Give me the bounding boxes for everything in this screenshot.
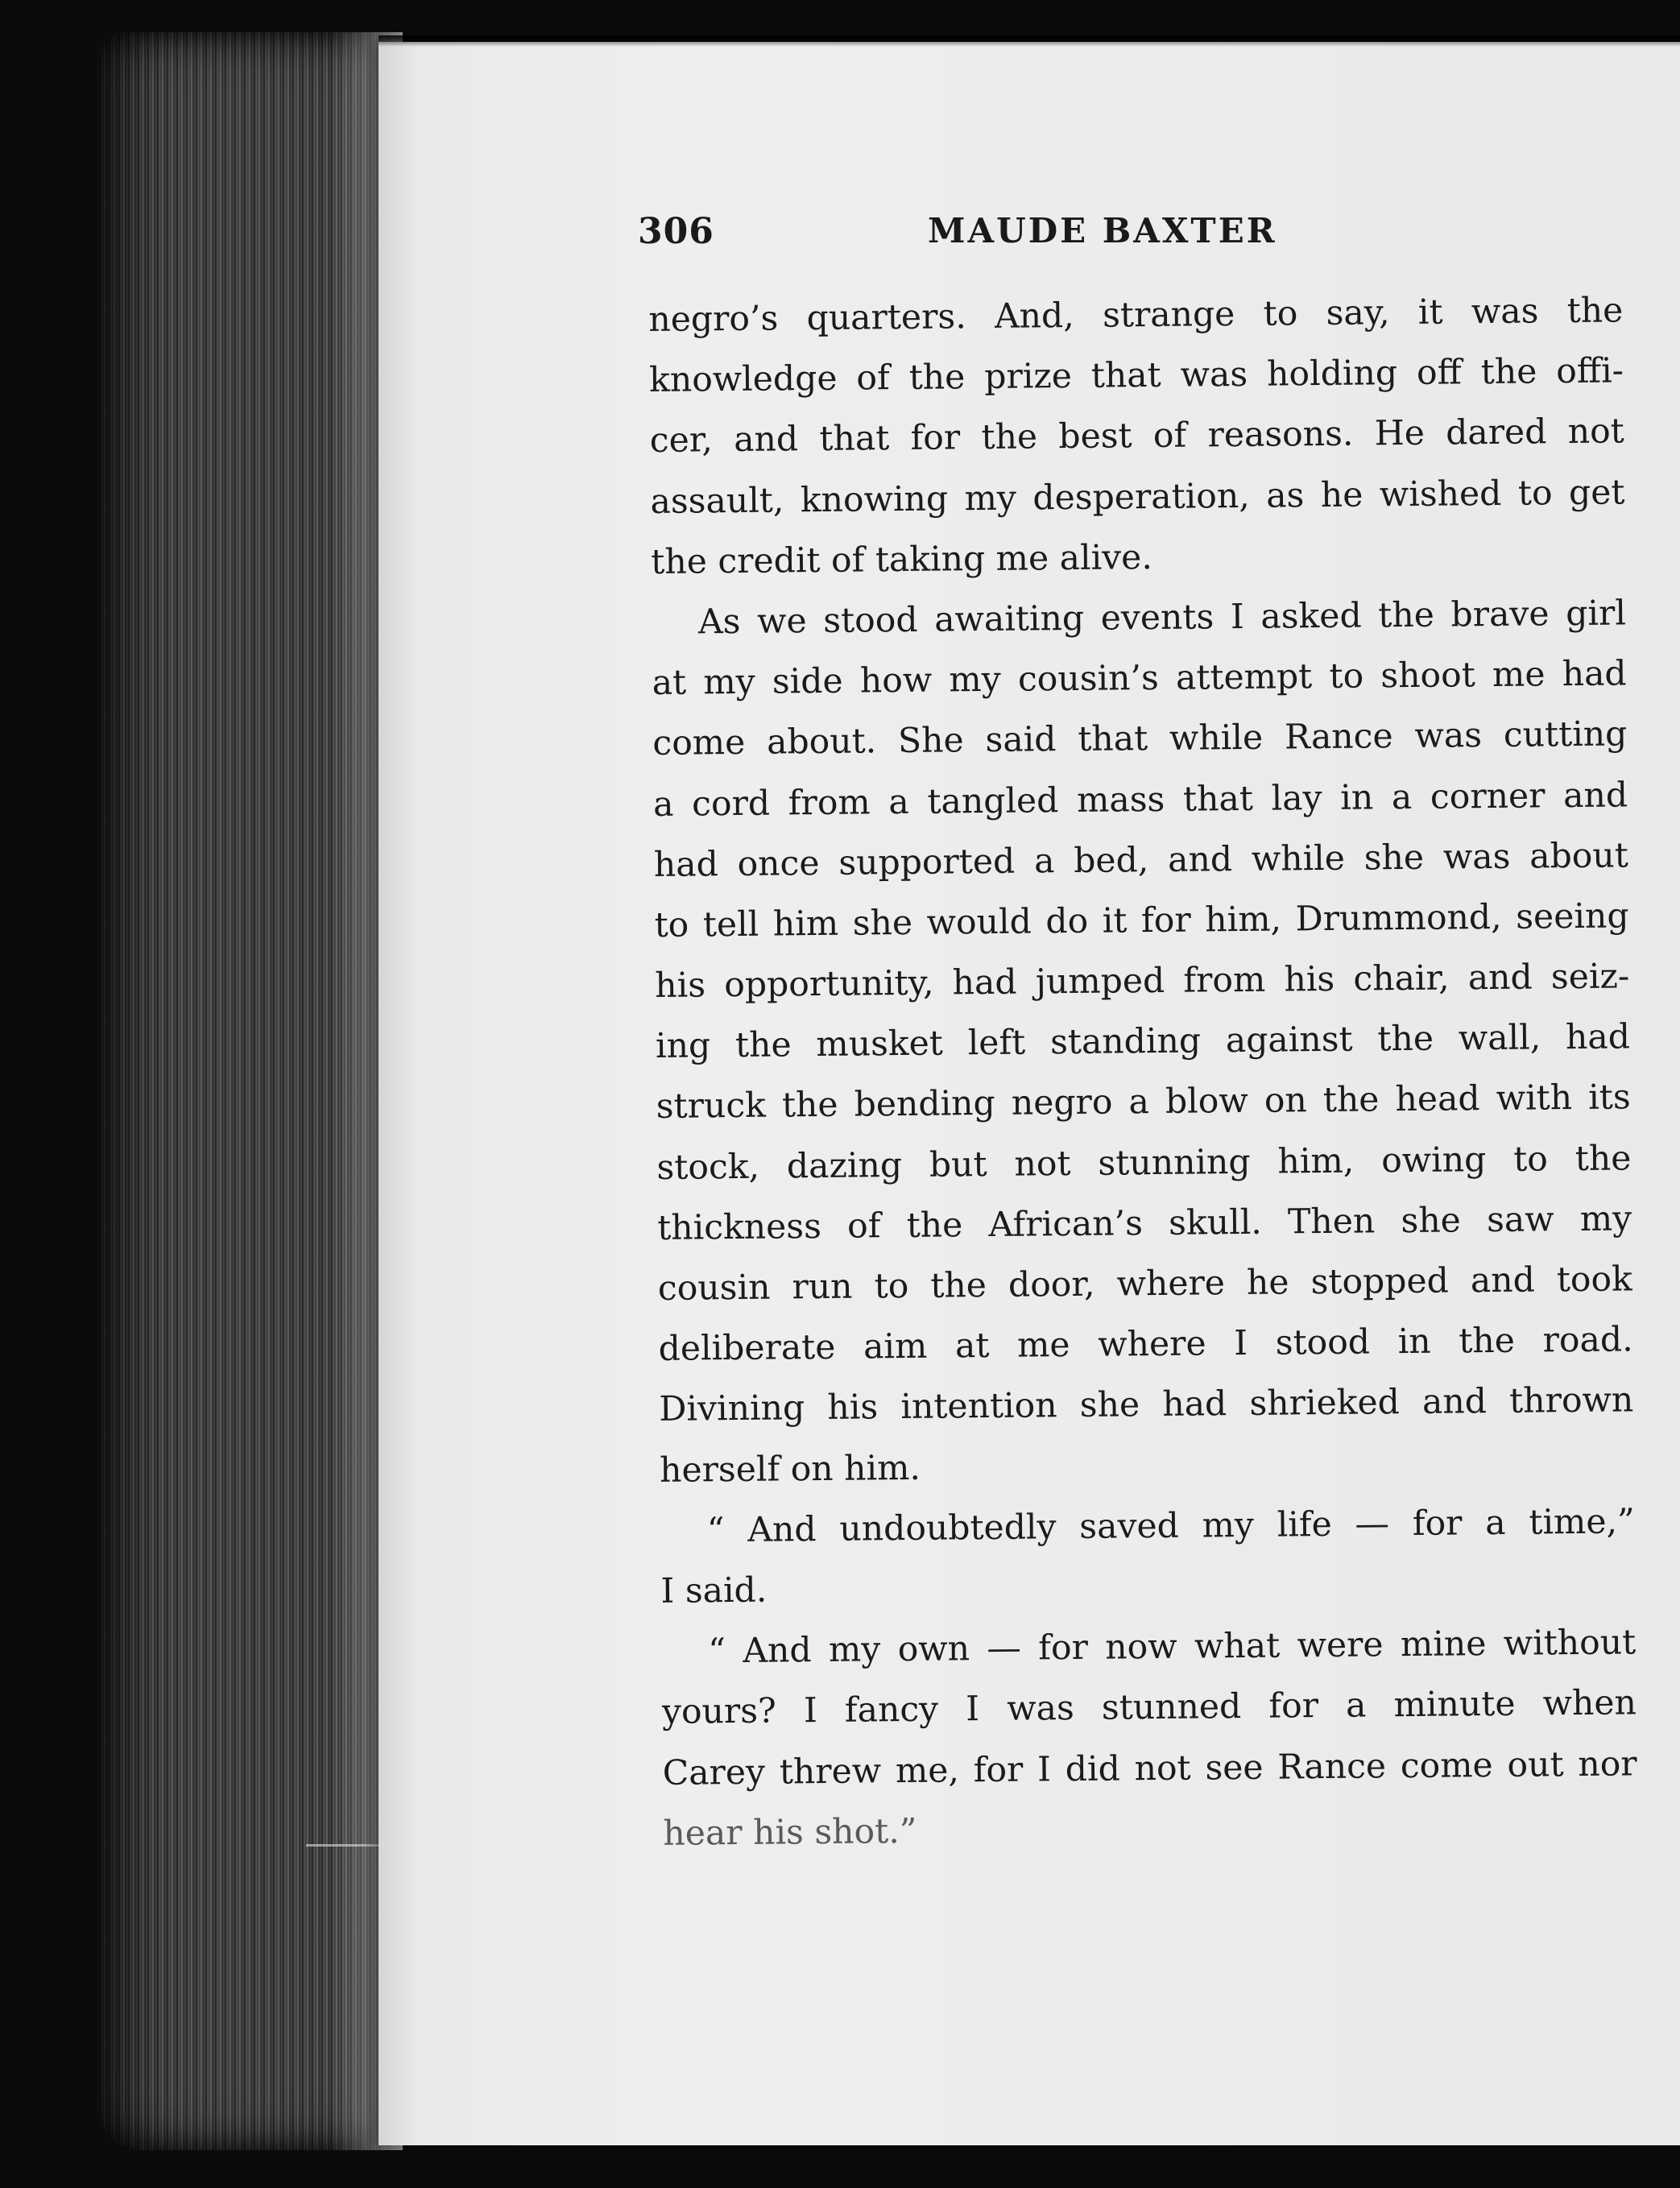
text-line: cousin run to the door, where he stopped and took — [657, 1259, 1633, 1309]
text-line: deliberate aim at me where I stood in the road. — [658, 1320, 1633, 1370]
text-line: negro’s quarters. And, strange to say, it was the — [648, 291, 1624, 340]
body-text — [648, 280, 1638, 1863]
text-line: yours? I fancy I was stunned for a minute when — [661, 1683, 1637, 1733]
text-line: struck the bending negro a blow on the head with its — [656, 1077, 1631, 1127]
text-line: cer, and that for the best of reasons. He dared not — [649, 412, 1624, 461]
text-line: assault, knowing my desperation, as he wished to get — [650, 472, 1625, 522]
text-line: “ And my own — for now what were mine without — [708, 1623, 1637, 1672]
text-line: “ And undoubtedly saved my life — for a time,” — [706, 1502, 1635, 1551]
text-line: come about. She said that while Rance was cutting — [652, 714, 1628, 764]
text-line: thickness of the African’s skull. Then she saw my — [656, 1199, 1632, 1248]
page-number: 306 — [638, 211, 714, 252]
text-line: As we stood awaiting events I asked the brave girl — [697, 594, 1627, 643]
text-line: the credit of taking me alive. — [651, 537, 1153, 582]
text-line: his opportunity, had jumped from his chair, and seiz- — [655, 957, 1630, 1007]
text-line: ing the musket left standing against the wall, had — [655, 1017, 1631, 1067]
text-line: knowledge of the prize that was holding off the offi- — [648, 351, 1624, 401]
text-line: to tell him she would do it for him, Drummond, seeing — [654, 896, 1629, 945]
text-line: Divining his intention she had shrieked and thrown — [659, 1380, 1634, 1430]
running-head — [638, 211, 1588, 267]
text-line: stock, dazing but not stunning him, owing to the — [656, 1138, 1632, 1188]
running-title: MAUDE BAXTER — [928, 211, 1277, 250]
text-line: at my side how my cousin’s attempt to shoot me had — [652, 654, 1627, 704]
page-top-shadow — [379, 35, 1680, 47]
text-line: hear his shot.” — [663, 1811, 917, 1854]
text-line: herself on him. — [659, 1448, 921, 1491]
book-page-edges — [97, 32, 403, 2150]
text-line: I said. — [660, 1570, 768, 1611]
text-line: a cord from a tangled mass that lay in a corner and — [652, 775, 1628, 825]
text-line: had once supported a bed, and while she was about — [653, 836, 1629, 885]
text-line: Carey threw me, for I did not see Rance come out nor — [662, 1743, 1637, 1793]
